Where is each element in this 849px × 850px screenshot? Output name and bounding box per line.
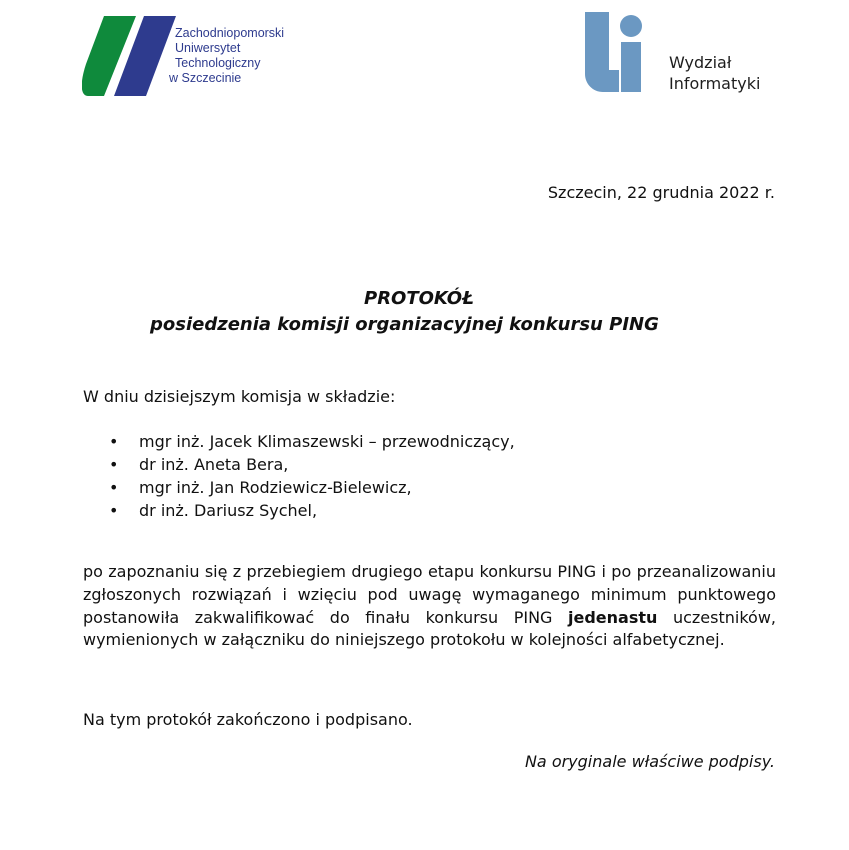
- faculty-name-line: Wydział: [669, 53, 732, 72]
- committee-member: [109, 499, 515, 522]
- committee-member: [109, 476, 515, 499]
- member-name: dr inż. Dariusz Sychel,: [139, 501, 318, 520]
- decision-paragraph: [83, 561, 776, 652]
- member-name: mgr inż. Jan Rodziewicz-Bielewicz,: [139, 478, 412, 497]
- university-name-line: Zachodniopomorski: [175, 26, 285, 40]
- committee-member: [109, 430, 515, 453]
- university-name: [165, 26, 284, 86]
- document-title: PROTOKÓŁ: [364, 288, 474, 309]
- committee-member-list: [109, 430, 515, 522]
- university-name-line: Uniwersytet: [175, 41, 241, 55]
- member-name: mgr inż. Jacek Klimaszewski – przewodniczący,: [139, 432, 515, 451]
- paragraph-text: uczestników, wymienionych w załączniku do niniejszego protokołu w kolejności alfabetycznej.: [83, 607, 776, 650]
- faculty-name: [669, 52, 760, 94]
- intro-text: W dniu dzisiejszym komisja w składzie:: [83, 387, 396, 406]
- document-date: Szczecin, 22 grudnia 2022 r.: [547, 183, 775, 202]
- closing-text: Na tym protokół zakończono i podpisano.: [83, 710, 413, 729]
- paragraph-text: po zapoznaniu się z przebiegiem drugiego etapu konkursu PING i po przeanalizowaniu zgłoszonych rozwiązań i wzięciu pod uwagę wymaganego minimum punktowego postanowiła zakwalifikować do finału konkursu PING: [83, 562, 776, 627]
- finalist-count: jedenastu: [568, 607, 658, 627]
- university-name-line: w Szczecinie: [169, 71, 242, 85]
- document-subtitle: posiedzenia komisji organizacyjnej konkursu PING: [150, 314, 659, 335]
- faculty-name-line: Informatyki: [669, 74, 761, 93]
- bullet-icon: •: [109, 432, 119, 451]
- signature-note: Na oryginale właściwe podpisy.: [524, 752, 775, 771]
- committee-member: [109, 453, 515, 476]
- wi-logo-icon: [585, 12, 645, 96]
- bullet-icon: •: [109, 478, 119, 497]
- bullet-icon: •: [109, 501, 119, 520]
- member-name: dr inż. Aneta Bera,: [139, 455, 289, 474]
- university-name-line: Technologiczny: [175, 56, 261, 70]
- bullet-icon: •: [109, 455, 119, 474]
